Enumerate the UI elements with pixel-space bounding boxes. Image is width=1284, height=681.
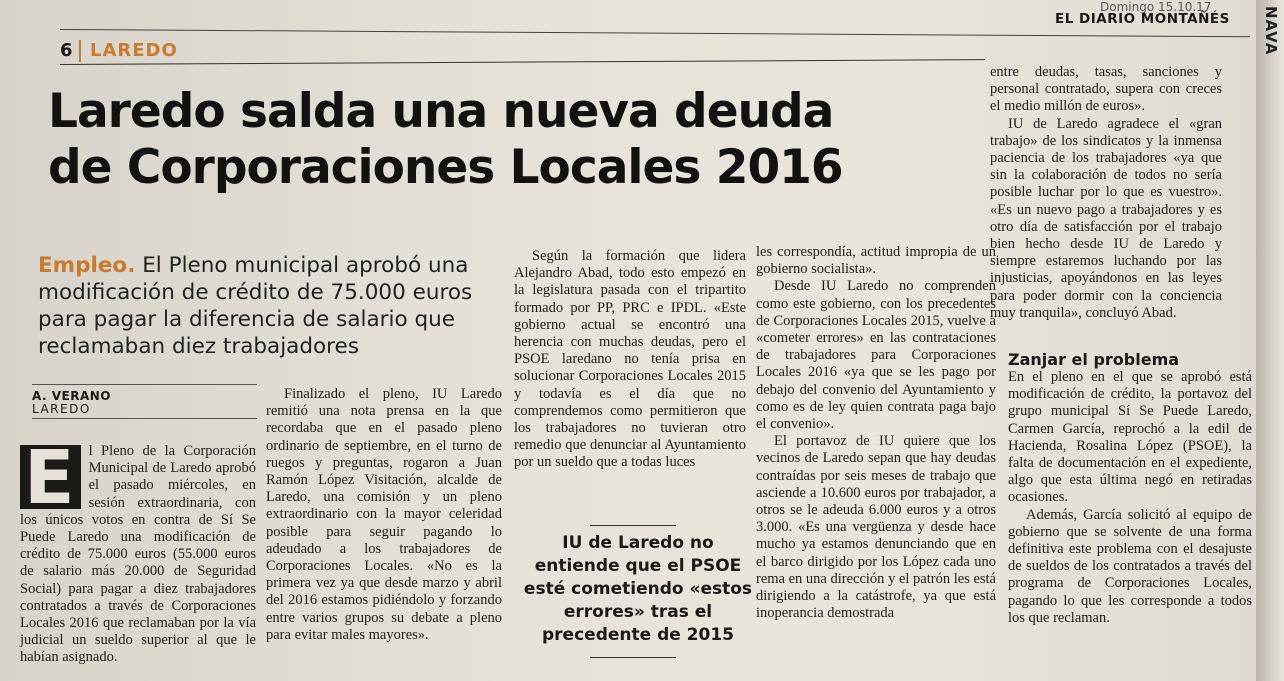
byline-rule-bottom [32, 418, 257, 419]
headline [48, 84, 988, 196]
column-4-paragraph-1: les correspondía, actitud impropia de un gobierno socialista». [756, 244, 996, 278]
pullquote: IU de Laredo no entiende que el PSOE esté cometiendo «estos errores» tras el precedente de 2015 [523, 533, 753, 645]
column-2 [266, 386, 502, 644]
newspaper-name: EL DIARIO MONTAÑÉS [1055, 11, 1230, 27]
deck [38, 252, 508, 360]
section-divider [79, 40, 81, 62]
page-number: 6 [60, 40, 73, 61]
column-5-paragraph-1: entre deudas, tasas, sanciones y personal contratado, supera con creces el medio millón de euros». [990, 64, 1222, 115]
column-5-paragraph-4: Además, García solicitó al equipo de gobierno que se solvente de una forma definitiva este problema con el desajuste de sueldos de los contratados a través del programa de Corporaciones Locales, pagando lo que les corresponde a todos los que reclaman. [1008, 506, 1252, 626]
pullquote-rule-bottom [590, 657, 676, 658]
subheading: Zanjar el problema [1008, 350, 1180, 369]
column-3-text: Según la formación que lidera Alejandro Abad, todo esto empezó en la legislatura pasada con el tripartito formado por PP, PRC e IPDL. «Este gobierno actual se encontró una herencia con muchas deudas, pero el PSOE laredano no tenía prisa en solucionar Corporaciones Locales 2015 y todavía es el día que no comprendemos como permitieron que los trabajadores no tuvieran otro remedio que denunciar al Ayuntamiento por un sueldo que a todas luces [514, 248, 746, 471]
adjacent-page-edge [1256, 0, 1284, 681]
headline-line-1: Laredo salda una nueva deuda [48, 84, 834, 139]
headline-line-2: de Corporaciones Locales 2016 [48, 140, 843, 195]
byline-location: LAREDO [32, 402, 91, 416]
deck-lead: Empleo. [38, 253, 136, 278]
column-1 [20, 435, 256, 667]
byline-rule-top [32, 384, 257, 385]
column-5-paragraph-3: En el pleno en el que se aprobó está modificación de crédito, la portavoz del grupo municipal Sí Se Puede Laredo, Carmen García, reprochó a la edil de Hacienda, Rosalina López (PSOE), la falta de documentación en el expediente, algo que esta última negó en retiradas ocasiones. [1008, 369, 1252, 506]
column-4-paragraph-2: Desde IU Laredo no comprenden como este gobierno, con los precedentes de Corporaciones Locales 2015, vuelve a «cometer errores» en las contrataciones de trabajadores para Corporaciones Locales 2016 «ya que se les pago por debajo del convenio del Ayuntamiento y como es de ley quien contrata paga bajo el convenio». [756, 278, 996, 433]
pullquote-rule-top [590, 525, 676, 526]
column-4-paragraph-3: El portavoz de IU quiere que los vecinos de Laredo sepan que hay deudas contraídas por seis meses de trabajo que asciende a 10.600 euros por trabajador, a otros se le adeuda 6.000 euros y a otros 3.000. «Es una vergüenza y desde hace mucho ya estamos denunciando que en el barco dirigido por los López cada uno rema en una dirección y el patrón les está dirigiendo a la catástrofe, ya que está inoperancia demostrada [756, 433, 996, 622]
top-rule [60, 29, 1250, 37]
section-title: LAREDO [90, 40, 178, 61]
byline-author: A. VERANO [32, 389, 112, 403]
deck-text: El Pleno municipal aprobó una modificación de crédito de 75.000 euros para pagar la diferencia de salario que reclamaban diez trabajadores [38, 253, 473, 359]
adjacent-page-word: NAVA [1262, 6, 1280, 56]
issue-date: Domingo 15.10.17 [1100, 0, 1212, 14]
column-1-text: l Pleno de la Corporación Municipal de Laredo aprobó el pasado miércoles, en sesión extraordinaria, con los únicos votos en contra de Sí Se Puede Laredo una modificación de crédito de 75.000 euros (55.000 euros de salario más 20.000 de Seguridad Social) para pagar a diez trabajadores contratados a través de Corporaciones Locales 2016 que reclamaban por la vía judicial un sueldo superior al que le habían asignado. [20, 443, 256, 666]
column-3 [514, 248, 746, 472]
drop-cap: E [20, 445, 81, 509]
column-5-paragraph-2: IU de Laredo agradece el «gran trabajo» de los sindicatos y la inmensa paciencia de los trabajadores «ya que sin la colaboración de todos no sería posible luchar por lo que es vuestro». «Es un nuevo pago a trabajadores y es otro día de satisfacción por el trabajo bien hecho desde IU de Laredo y siempre estaremos luchando por las injusticias, apoyándonos en las leyes para poder dormir con la conciencia muy tranquila», concluyó Abad. [990, 115, 1222, 321]
column-2-text: Finalizado el pleno, IU Laredo remitió una nota prensa en la que recordaba que en el pasado pleno ordinario de septiembre, en el turno de ruegos y preguntas, rogaron a Juan Ramón López Visitación, alcalde de Laredo, una comisión y un pleno extraordinario con la mayor celeridad posible para seguir pagando lo adeudado a los trabajadores de Corporaciones Locales. «No es la primera vez ya que desde marzo y abril del 2016 estamos pidiéndolo y forzando entre varios grupos su debate a pleno para evitar males mayores». [266, 386, 502, 643]
section-rule [60, 59, 985, 65]
column-4 [756, 244, 996, 622]
column-5-top [990, 64, 1222, 322]
column-5-bottom [1008, 369, 1252, 627]
